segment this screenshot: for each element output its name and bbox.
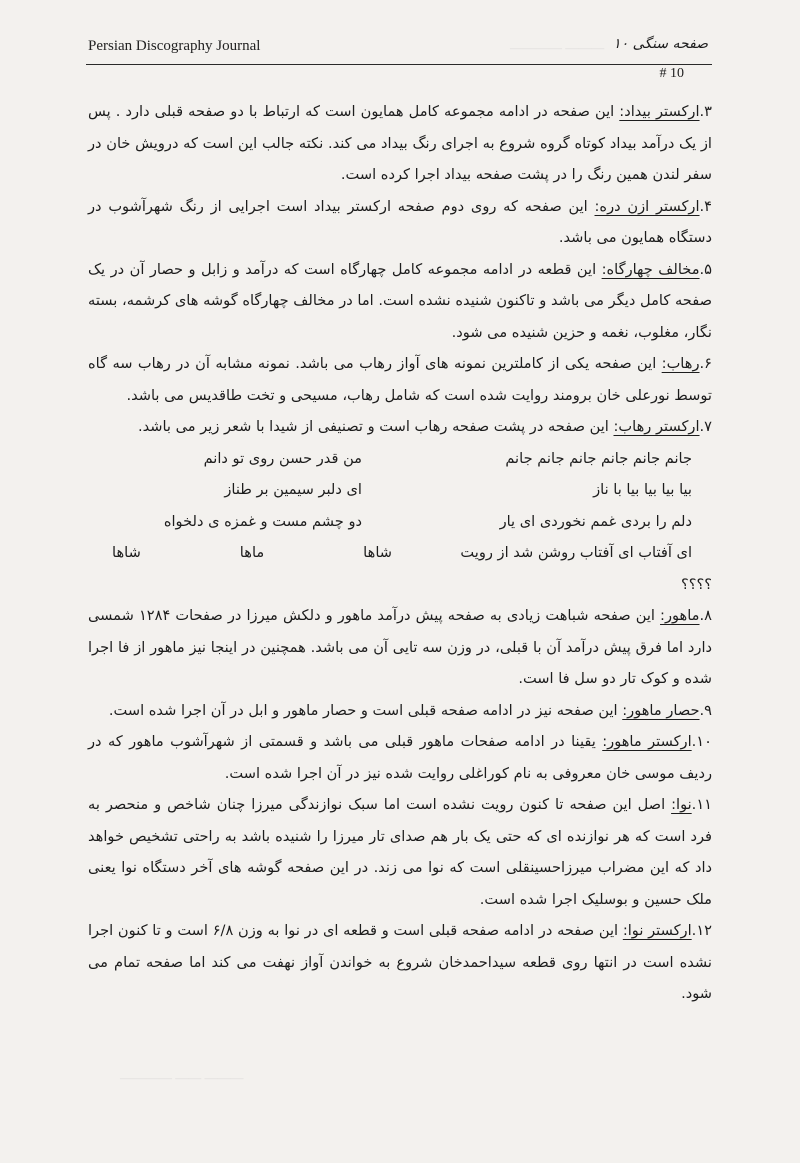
bleed-through-text: ———— —— ——— [120, 1070, 244, 1085]
entry-text: این صفحه نیز در ادامه صفحه قبلی است و حصار ماهور و ابل در آن اجرا شده است. [108, 701, 623, 719]
entry-10: ۱۰.ارکستر ماهور: یقینا در ادامه صفحات ماهور قبلی می باشد و قسمتی از شهرآشوب ماهور که در ردیف موسی خان معروفی به نام کوراغلی روایت شده نیز در آن اجرا شده است. [88, 733, 712, 782]
poem-line: بیا بیا بیا بیا با ناز ای دلبر سیمین بر طناز [224, 481, 692, 498]
poem-line: جانم جانم جانم جانم جانم جانم من قدر حسن روی تو دانم [203, 449, 692, 467]
entry-title: ارکستر ازن دره: [594, 197, 700, 215]
entry-7: ۷.ارکستر رهاب: این صفحه در پشت صفحه رهاب است و تصنیفی از شیدا با شعر زیر می باشد. [137, 418, 712, 435]
entry-title: مخالف چهارگاه: [601, 260, 700, 278]
entry-6: ۶.رهاب: این صفحه یکی از کاملترین نمونه های آواز رهاب می باشد. نمونه مشابه آن در رهاب سه گاه توسط نورعلی خان برومند روایت شده است که شامل رهاب، مسیحی و تخت طاقدیس می باشد. [88, 355, 712, 404]
entry-title: ارکستر نوا: [622, 922, 692, 939]
entry-title: ارکستر بیداد: [619, 103, 700, 120]
entry-title: رهاب: [661, 355, 700, 372]
header-divider [86, 64, 712, 65]
entry-title: ارکستر ماهور: [602, 733, 692, 750]
poem-line: ای آفتاب ای آفتاب روشن شد از رویت شاها ماها شاها [112, 544, 692, 561]
entry-5: ۵.مخالف چهارگاه: این قطعه در ادامه مجموعه کامل چهارگاه است که درآمد و زابل و حصار آن در یک صفحه کامل دیگر می باشد و تاکنون شنیده نشده است. اما در مخالف چهارگاه گوشه های کرشمه، بسته نگار، مغلوب، نغمه و حزین شنیده می شود. [88, 260, 713, 341]
entry-text: اصل این صفحه تا کنون رویت نشده است اما سبک نوازندگی میرزا چنان شاخص و منحصر به فرد است که هر نوازنده ای که حتی یک بار هم صدای تار میرزا را شنیده باشد به راحتی تشخیص خواهد داد که این مضراب میرزاحسینقلی است که نوا می زند. در این صفحه گوشه های آخر دستگاه نوا یعنی ملک حسین و بوسلیک اجرا شده است. [88, 796, 712, 908]
entry-8: ۸.ماهور: این صفحه شباهت زیادی به صفحه پیش درآمد ماهور و دلکش میرزا در صفحات ۱۲۸۴ شمسی دارد اما فرق پیش درآمد آن با قبلی، در وزن سه تایی آن می باشد. همچنین در اینجا نیز ماهور از فا اجرا شده و کوک تار دو سل فا است. [88, 607, 712, 687]
poem-line: دلم را بردی غمم نخوردی ای یار دو چشم مست و غمزه ی دلخواه [163, 512, 692, 530]
journal-title: Persian Discography Journal [88, 38, 261, 54]
entry-4: ۴.ارکستر ازن دره: این صفحه که روی دوم صفحه ارکستر بیداد است اجرایی از رنگ شهرآشوب در دستگاه همایون می باشد. [88, 197, 712, 246]
bleed-through-text: ———— ——— [510, 40, 605, 55]
entry-11: ۱۱.نوا: اصل این صفحه تا کنون رویت نشده است اما سبک نوازندگی میرزا چنان شاخص و منحصر به فرد است که هر نوازنده ای که حتی یک بار هم صدای تار میرزا را شنیده باشد به راحتی تشخیص خواهد داد که این مضراب میرزاحسینقلی است که نوا می زند. در این صفحه گوشه های آخر دستگاه نوا یعنی ملک حسین و بوسلیک اجرا شده است. [88, 796, 712, 908]
entry-text: یقینا در ادامه صفحات ماهور قبلی می باشد و قسمتی از شهرآشوب ماهور که در ردیف موسی خان معروفی به نام کوراغلی روایت شده نیز در آن اجرا شده است. [88, 733, 712, 782]
entry-text: این صفحه در پشت صفحه رهاب است و تصنیفی از شیدا با شعر زیر می باشد. [137, 418, 614, 435]
entry-text: این صفحه یکی از کاملترین نمونه های آواز رهاب می باشد. نمونه مشابه آن در رهاب سه گاه توسط نورعلی خان برومند روایت شده است که شامل رهاب، مسیحی و تخت طاقدیس می باشد. [88, 355, 712, 404]
poem-lyrics [88, 443, 712, 601]
entry-text: این صفحه که روی دوم صفحه ارکستر بیداد است اجرایی از رنگ شهرآشوب در دستگاه همایون می باشد. [88, 197, 712, 246]
page-number: # 10 [659, 66, 684, 81]
entry-title: حصار ماهور: [622, 701, 700, 719]
entry-9: ۹.حصار ماهور: این صفحه نیز در ادامه صفحه قبلی است و حصار ماهور و ابل در آن اجرا شده است. [108, 701, 712, 719]
poem-line: ؟؟؟؟ [681, 575, 712, 593]
document-body [88, 96, 712, 1010]
page-label: صفحه سنگی ۱۰ [613, 36, 708, 52]
entry-text: این صفحه شباهت زیادی به صفحه پیش درآمد ماهور و دلکش میرزا در صفحات ۱۲۸۴ شمسی دارد اما فرق پیش درآمد آن با قبلی، در وزن سه تایی آن می باشد. همچنین در اینجا نیز ماهور از فا اجرا شده و کوک تار دو سل فا است. [88, 607, 712, 687]
entry-title: نوا: [671, 796, 692, 813]
entry-title: ارکستر رهاب: [613, 418, 700, 435]
entry-text: این صفحه در ادامه مجموعه کامل همایون است که ارتباط با دو صفحه قبلی دارد . پس از یک درآمد بیداد کوتاه گروه شروع به اجرای رنگ بیداد می کند. نکته جالب این است که درویش خان در سفر لندن همین رنگ را در پشت صفحه بیداد اجرا کرده است. [88, 103, 712, 183]
entry-12: ۱۲.ارکستر نوا: این صفحه در ادامه صفحه قبلی است و قطعه ای در نوا به وزن ۶/۸ است و تا کنون اجرا نشده است در انتها روی قطعه سیداحمدخان شروع به خواندن آواز نهفت می کند اما صفحه تمام می شود. [88, 922, 712, 1002]
entry-3: ۳.ارکستر بیداد: این صفحه در ادامه مجموعه کامل همایون است که ارتباط با دو صفحه قبلی دارد . پس از یک درآمد بیداد کوتاه گروه شروع به اجرای رنگ بیداد می کند. نکته جالب این است که درویش خان در سفر لندن همین رنگ را در پشت صفحه بیداد اجرا کرده است. [88, 103, 712, 183]
entry-text: این قطعه در ادامه مجموعه کامل چهارگاه است که درآمد و زابل و حصار آن در یک صفحه کامل دیگر می باشد و تاکنون شنیده نشده است. اما در مخالف چهارگاه گوشه های کرشمه، بسته نگار، مغلوب، نغمه و حزین شنیده می شود. [88, 260, 712, 341]
entry-title: ماهور: [660, 607, 700, 624]
entry-text: این صفحه در ادامه صفحه قبلی است و قطعه ای در نوا به وزن ۶/۸ است و تا کنون اجرا نشده است در انتها روی قطعه سیداحمدخان شروع به خواندن آواز نهفت می کند اما صفحه تمام می شود. [88, 922, 712, 1002]
